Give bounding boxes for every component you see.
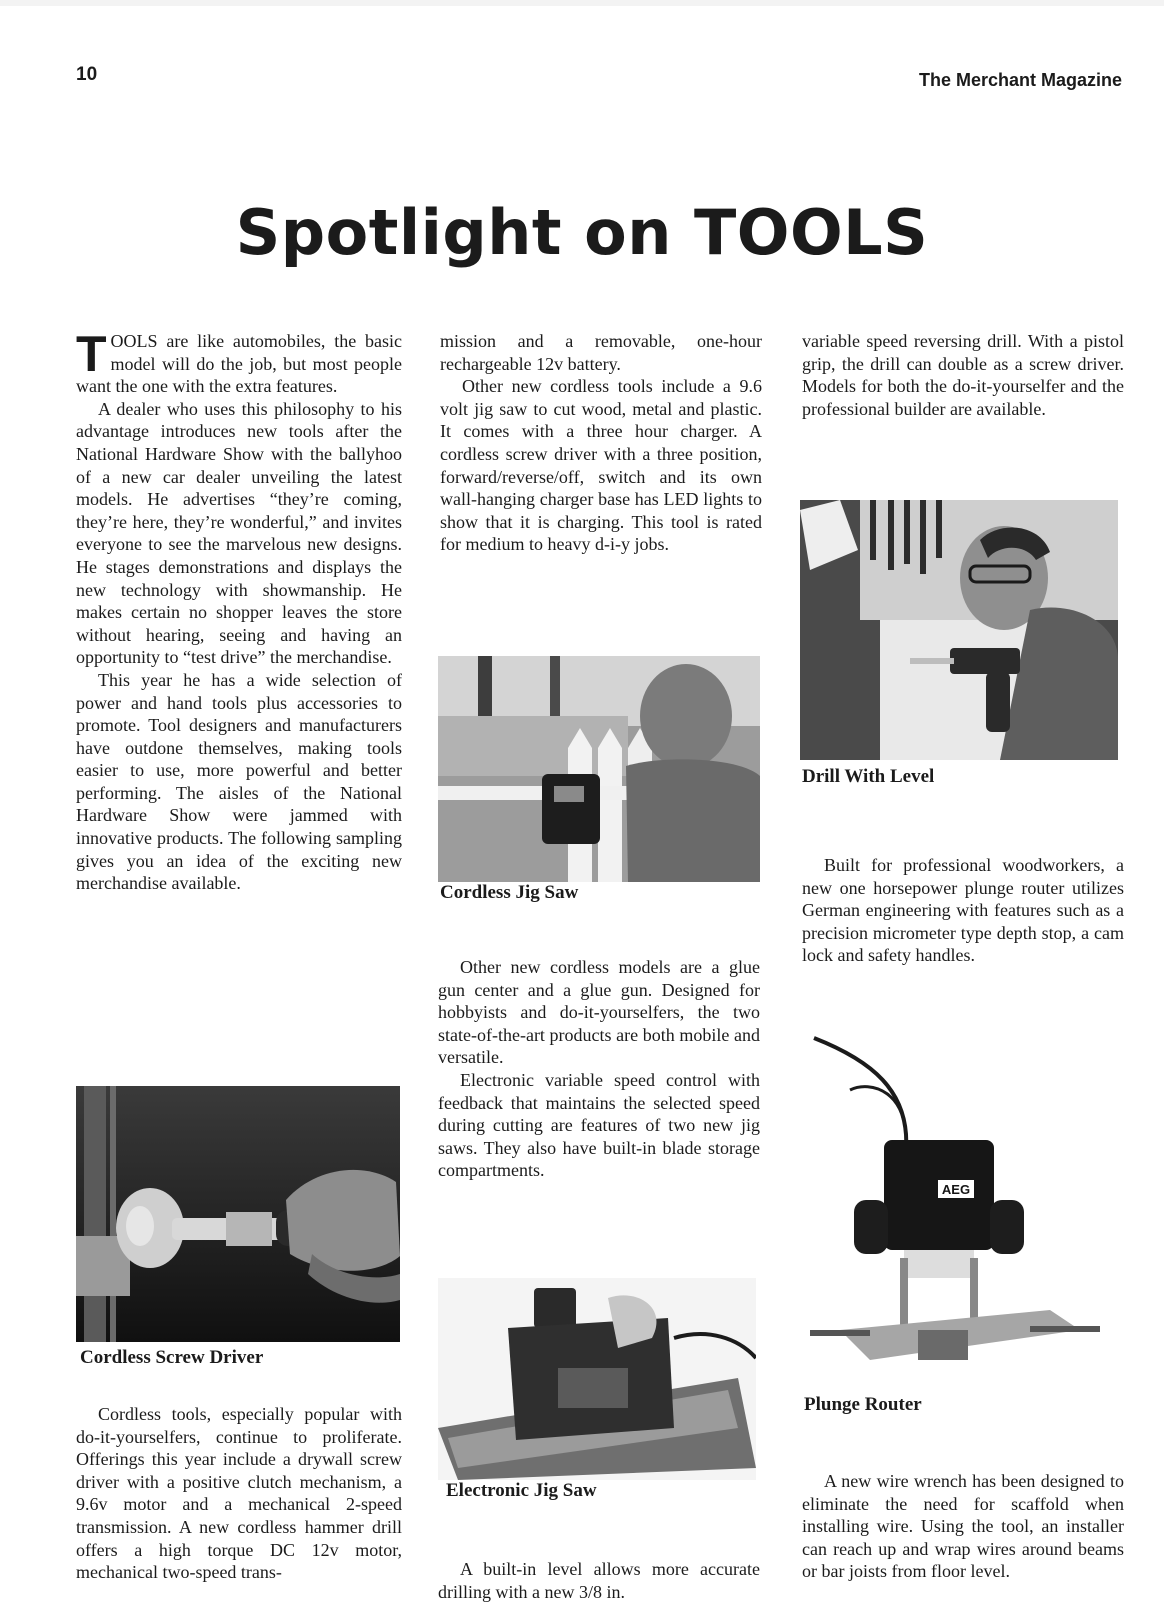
article-title: Spotlight on TOOLS	[235, 196, 929, 269]
col2-paragraph-5: A built-in level allows more accurate drilling with a new 3/8 in.	[438, 1559, 760, 1602]
router-brand-label: AEG	[941, 1182, 971, 1197]
col2-middle	[438, 956, 760, 1182]
col2-upper	[440, 330, 762, 556]
col1-paragraph-4: Cordless tools, especially popular with do-it-yourselfers, continue to proliferate. Offerings this year include a drywall screw driver with a positive clutch mechanism, a 9.6v motor and a mechanical 2-speed transmission. A new cordless hammer drill offers a high torque DC 12v motor, mechanical two-speed trans-	[76, 1404, 402, 1583]
cordless-screw-driver-photo	[76, 1086, 400, 1342]
caption-drill-with-level: Drill With Level	[802, 766, 935, 787]
col1-paragraph-2: A dealer who uses this philosophy to his advantage introduces new tools after the National Hardware Show with the ballyhoo of a new car dealer unveiling the latest models. He advertises “they’re coming, they’re here, they’re wonderful,” and invites everyone to see the marvelous new designs. He stages demonstrations and displays the new technology with showmanship. He makes certain no shopper leaves the store without hearing, seeing and having an opportunity to “test drive” the merchandise.	[76, 398, 402, 668]
caption-cordless-screw-driver: Cordless Screw Driver	[80, 1347, 264, 1368]
col2-paragraph-2: Other new cordless tools include a 9.6 volt jig saw to cut wood, metal and plastic. It comes with a three hour charger. A cordless screw driver with a three position, forward/reverse/off, switch and its own wall-hanging charger base has LED lights to show that it is charging. This tool is rated for medium to heavy d-i-y jobs.	[440, 376, 762, 555]
cordless-jig-saw-photo	[438, 656, 760, 882]
col1-intro	[76, 326, 402, 895]
col3-upper	[802, 330, 1124, 420]
caption-cordless-jig-saw: Cordless Jig Saw	[440, 882, 579, 903]
plunge-router-photo	[810, 1030, 1110, 1370]
caption-plunge-router: Plunge Router	[804, 1394, 922, 1415]
col2-paragraph-3: Other new cordless models are a glue gun center and a glue gun. Designed for hobbyists and do-it-yourselfers, the two state-of-the-art products are both mobile and versatile.	[438, 957, 760, 1068]
drop-cap: T	[76, 326, 107, 382]
page-number: 10	[76, 64, 98, 85]
col1-lower	[76, 1403, 402, 1584]
col2-lower	[438, 1558, 760, 1603]
col2-paragraph-1: mission and a removable, one-hour rechargeable 12v battery.	[440, 331, 762, 374]
col1-paragraph-3: This year he has a wide selection of power and hand tools plus accessories to promote. Tool designers and manufacturers have outdone themselves, making tools easier to use, more powerful and better performing. The aisles of the National Hardware Show were jammed with innovative products. The following sampling gives you an idea of the exciting new merchandise available.	[76, 669, 402, 894]
col3-lower	[802, 1470, 1124, 1583]
drill-with-level-photo	[800, 500, 1118, 760]
col2-paragraph-4: Electronic variable speed control with feedback that maintains the selected speed during cutting are features of two new jig saws. They also have built-in blade storage compartments.	[438, 1069, 760, 1181]
col3-paragraph-3: A new wire wrench has been designed to eliminate the need for scaffold when installing wire. Using the tool, an installer can reach up and wrap wires around beams or bar joists from floor level.	[802, 1471, 1124, 1582]
col3-paragraph-1: variable speed reversing drill. With a pistol grip, the drill can double as a screw driver. Models for both the do-it-yourselfer and the professional builder are available.	[802, 331, 1124, 419]
electronic-jig-saw-photo	[438, 1278, 756, 1480]
magazine-name: The Merchant Magazine	[918, 70, 1122, 90]
col1-paragraph-1: OOLS are like automobiles, the basic model will do the job, but most people want the one with the extra features.	[76, 331, 402, 397]
caption-electronic-jig-saw: Electronic Jig Saw	[446, 1480, 597, 1501]
col3-paragraph-2: Built for professional woodworkers, a new one horsepower plunge router utilizes German engineering with features such as a precision micrometer type depth stop, a cam lock and safety handles.	[802, 855, 1124, 966]
col3-middle	[802, 854, 1124, 967]
page-top-edge	[0, 0, 1164, 6]
